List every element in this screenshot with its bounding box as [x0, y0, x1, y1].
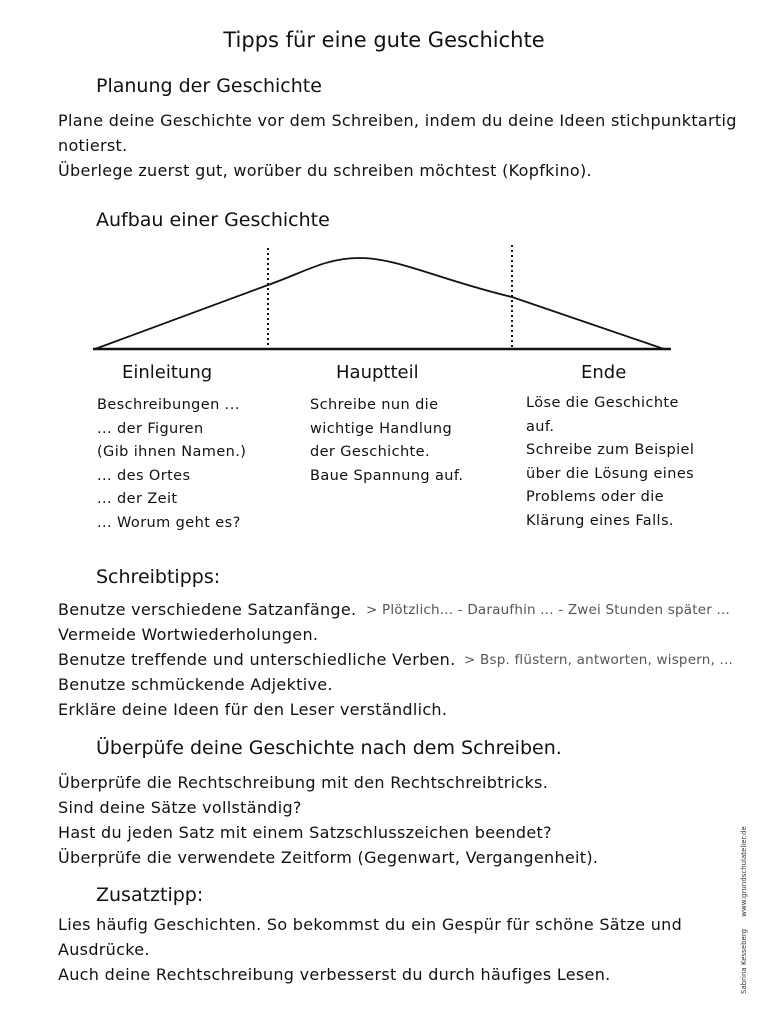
ueberpruefen-line-3: Hast du jeden Satz mit einem Satzschlusszeichen beendet? — [58, 823, 552, 842]
ueberpruefen-heading: Überpüfe deine Geschichte nach dem Schreiben. — [96, 737, 562, 759]
aufbau-heading: Aufbau einer Geschichte — [96, 209, 330, 231]
column-hauptteil — [310, 394, 463, 488]
schreibtipp-line-5: Erkläre deine Ideen für den Leser verständlich. — [58, 700, 448, 719]
schreibtipp-line-3: Benutze treffende und unterschiedliche Verben. — [58, 650, 456, 669]
planung-line-2: notierst. — [58, 136, 128, 155]
ende-line: Klärung eines Falls. — [526, 512, 674, 529]
hauptteil-line: Schreibe nun die — [310, 397, 439, 413]
schreibtipps-heading: Schreibtipps: — [96, 566, 221, 588]
ende-line: über die Lösung eines — [526, 465, 695, 482]
credit-vertical — [740, 816, 748, 994]
einleitung-line: ... Worum geht es? — [97, 514, 241, 531]
ende-line: Löse die Geschichte — [526, 395, 679, 411]
story-arc-diagram — [0, 240, 768, 360]
einleitung-line: (Gib ihnen Namen.) — [97, 444, 247, 460]
einleitung-line: ... des Ortes — [97, 467, 191, 484]
credit-author: Sabrina Kesseberg — [740, 928, 748, 994]
hauptteil-line: Baue Spannung auf. — [310, 467, 464, 484]
schreibtipp-hint-1: > Plötzlich... - Daraufhin ... - Zwei Stunden später ... — [366, 602, 730, 618]
column-label-einleitung: Einleitung — [122, 362, 213, 383]
zusatztipp-line-2: Ausdrücke. — [58, 940, 150, 959]
schreibtipp-line-2: Vermeide Wortwiederholungen. — [58, 625, 319, 644]
hauptteil-line: wichtige Handlung — [310, 420, 453, 437]
zusatztipp-heading: Zusatztipp: — [96, 884, 204, 906]
column-ende — [526, 392, 694, 533]
page-title: Tipps für eine gute Geschichte — [223, 28, 545, 52]
einleitung-line: Beschreibungen ... — [97, 397, 240, 413]
ueberpruefen-line-2: Sind deine Sätze vollständig? — [58, 798, 302, 817]
column-label-hauptteil: Hauptteil — [336, 362, 419, 383]
hauptteil-line: der Geschichte. — [310, 444, 430, 460]
planung-heading: Planung der Geschichte — [96, 75, 322, 97]
ende-line: Schreibe zum Beispiel — [526, 442, 695, 458]
ueberpruefen-line-1: Überprüfe die Rechtschreibung mit den Rechtschreibtricks. — [58, 773, 549, 792]
schreibtipp-line-4: Benutze schmückende Adjektive. — [58, 675, 333, 694]
ende-line: auf. — [526, 418, 555, 435]
ende-line: Problems oder die — [526, 489, 664, 505]
ueberpruefen-line-4: Überprüfe die verwendete Zeitform (Gegenwart, Vergangenheit). — [58, 848, 599, 867]
tension-curve — [95, 258, 664, 349]
planung-line-1: Plane deine Geschichte vor dem Schreiben, indem du deine Ideen stichpunktartig — [58, 111, 737, 130]
einleitung-line: ... der Figuren — [97, 420, 204, 437]
einleitung-line: ... der Zeit — [97, 491, 178, 507]
column-label-ende: Ende — [581, 362, 627, 383]
planung-line-3: Überlege zuerst gut, worüber du schreiben möchtest (Kopfkino). — [58, 161, 592, 180]
schreibtipp-line-1: Benutze verschiedene Satzanfänge. — [58, 600, 357, 619]
credit-url: www.grundschulatelier.de — [740, 826, 748, 917]
zusatztipp-line-3: Auch deine Rechtschreibung verbesserst du durch häufiges Lesen. — [58, 965, 611, 984]
column-einleitung — [97, 394, 246, 535]
zusatztipp-line-1: Lies häufig Geschichten. So bekommst du ein Gespür für schöne Sätze und — [58, 915, 683, 934]
schreibtipp-hint-3: > Bsp. flüstern, antworten, wispern, ... — [464, 652, 733, 668]
